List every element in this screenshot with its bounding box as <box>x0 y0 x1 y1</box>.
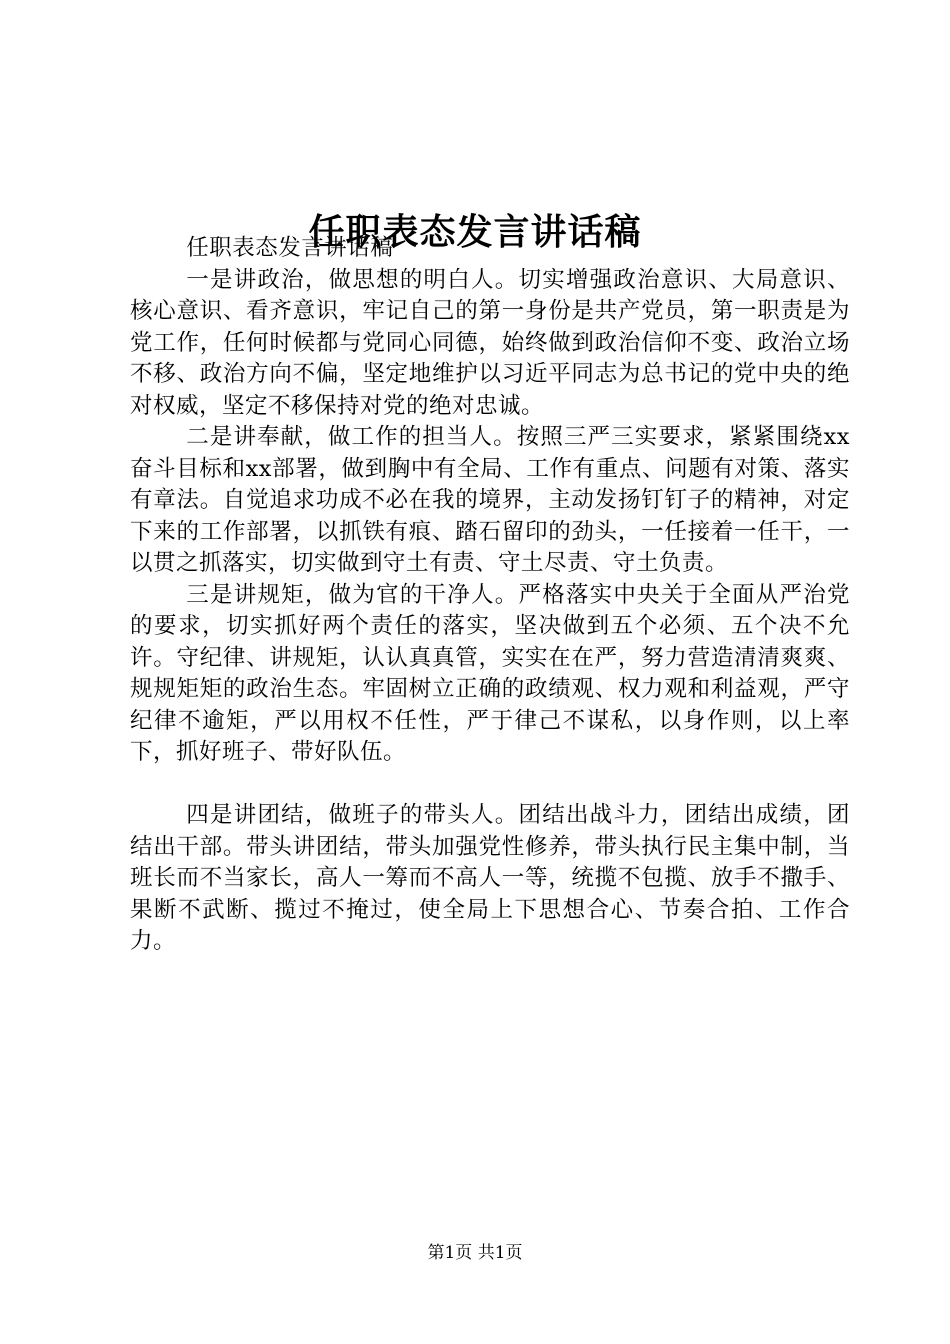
page-footer: 第1页 共1页 <box>427 1243 523 1263</box>
paragraph-unity: 四是讲团结，做班子的带头人。团结出战斗力，团结出成绩，团结出干部。带头讲团结，带头加强党性修养，带头执行民主集中制，当班长而不当家长，高人一筹而不高人一等，统揽不包揽、放手不撒手、果断不武断、揽过不掩过，使全局上下思想合心、节奏合拍、工作合力。 <box>130 802 850 954</box>
page-title: 任职表态发言讲话稿 <box>308 211 642 254</box>
paragraph-dedication: 二是讲奉献，做工作的担当人。按照三严三实要求，紧紧围绕xx奋斗目标和xx部署，做到胸中有全局、工作有重点、问题有对策、落实有章法。自觉追求功成不必在我的境界，主动发扬钉钉子的精神，对定下来的工作部署，以抓铁有痕、踏石留印的劲头，一任接着一任干，一以贯之抓落实，切实做到守土有责、守土尽责、守土负责。 <box>130 424 850 576</box>
document-body <box>130 233 850 958</box>
paragraph-politics: 一是讲政治，做思想的明白人。切实增强政治意识、大局意识、核心意识、看齐意识，牢记自己的第一身份是共产党员，第一职责是为党工作，任何时候都与党同心同德，始终做到政治信仰不变、政治立场不移、政治方向不偏，坚定地维护以习近平同志为总书记的党中央的绝对权威，坚定不移保持对党的绝对忠诚。 <box>130 266 850 419</box>
paragraph-rules: 三是讲规矩，做为官的干净人。严格落实中央关于全面从严治党的要求，切实抓好两个责任的落实，坚决做到五个必须、五个决不允许。守纪律、讲规矩，认认真真管，实实在在严，努力营造清清爽爽、规规矩矩的政治生态。牢固树立正确的政绩观、权力观和利益观，严守纪律不逾矩，严以用权不任性，严于律己不谋私，以身作则，以上率下，抓好班子、带好队伍。 <box>130 581 850 765</box>
subtitle-paragraph: 任职表态发言讲话稿 <box>186 235 394 261</box>
paragraph-spacer <box>130 769 850 801</box>
